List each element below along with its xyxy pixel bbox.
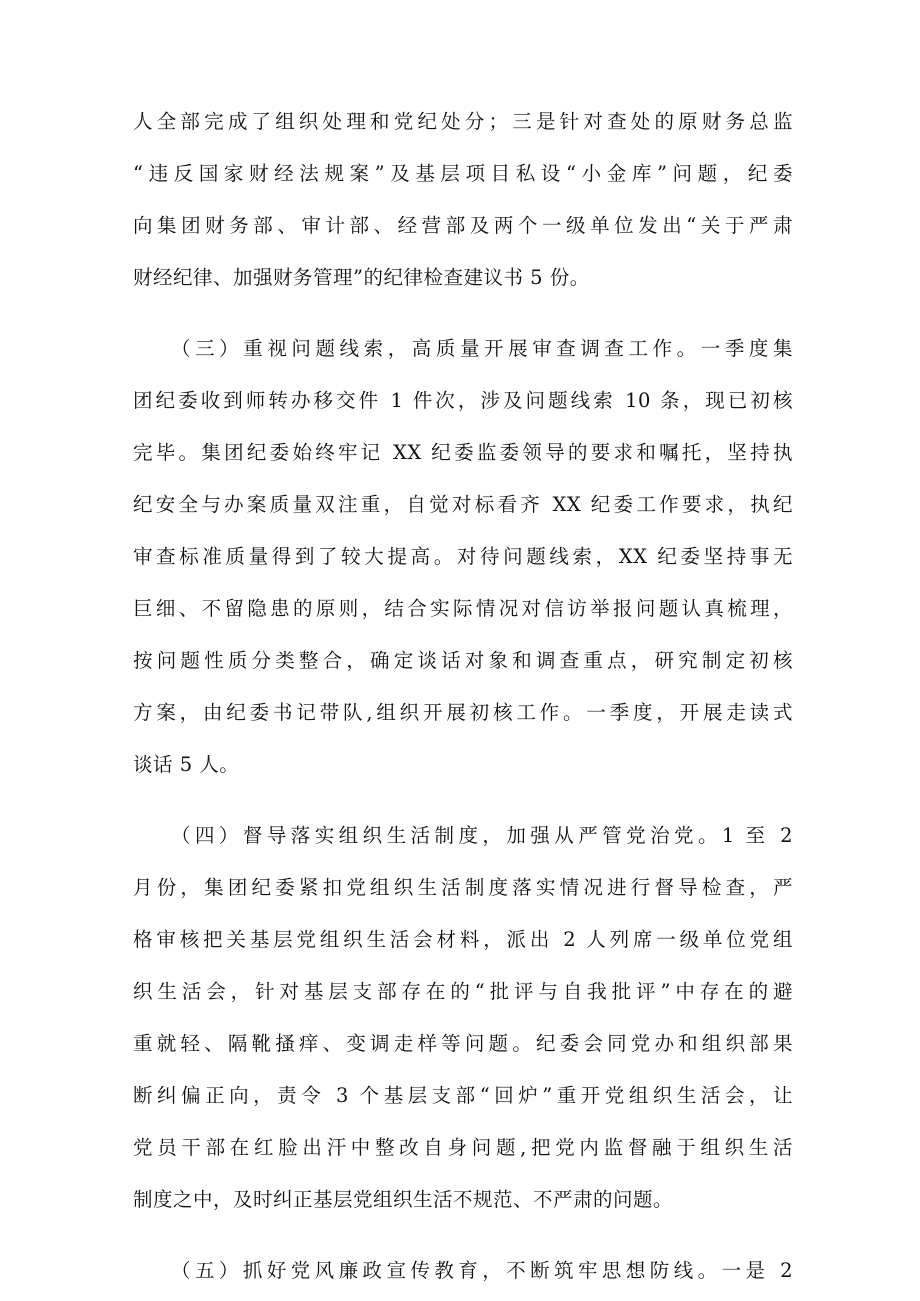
text-line: “违反国家财经法规案”及基层项目私设“小金库”问题，纪委 — [133, 162, 793, 185]
section-heading-line: （五）抓好党风廉政宣传教育，不断筑牢思想防线。一是 2 — [171, 1259, 793, 1282]
text-line: 月份，集团纪委紧扣党组织生活制度落实情况进行督导检查，严 — [133, 876, 793, 899]
text-line: 完毕。集团纪委始终牢记 XX 纪委监委领导的要求和嘱托，坚持执 — [133, 441, 793, 464]
text-line: 按问题性质分类整合，确定谈话对象和调查重点，研究制定初核 — [133, 649, 793, 672]
text-line: 党员干部在红脸出汗中整改自身问题,把党内监督融于组织生活 — [133, 1136, 793, 1159]
text-line: 人全部完成了组织处理和党纪处分；三是针对查处的原财务总监 — [133, 110, 793, 133]
text-line: 格审核把关基层党组织生活会材料，派出 2 人列席一级单位党组 — [133, 928, 793, 951]
text-line: 财经纪律、加强财务管理”的纪律检查建议书 5 份。 — [133, 266, 590, 289]
text-line: 巨细、不留隐患的原则，结合实际情况对信访举报问题认真梳理， — [133, 597, 793, 620]
text-line: 团纪委收到师转办移交件 1 件次，涉及问题线索 10 条，现已初核 — [133, 389, 793, 412]
text-line: 重就轻、隔靴搔痒、变调走样等问题。纪委会同党办和组织部果 — [133, 1032, 793, 1055]
text-line: 向集团财务部、审计部、经营部及两个一级单位发出“关于严肃 — [133, 214, 793, 237]
text-line: 织生活会，针对基层支部存在的“批评与自我批评”中存在的避 — [133, 980, 793, 1003]
text-line: 谈话 5 人。 — [133, 753, 240, 776]
text-line: 制度之中，及时纠正基层党组织生活不规范、不严肃的问题。 — [133, 1188, 674, 1211]
text-line: 断纠偏正向，责令 3 个基层支部“回炉”重开党组织生活会，让 — [133, 1084, 793, 1107]
section-heading-line: （三）重视问题线索，高质量开展审查调查工作。一季度集 — [171, 337, 793, 360]
text-line: 审查标准质量得到了较大提高。对待问题线索，XX 纪委坚持事无 — [133, 545, 793, 568]
text-line: 纪安全与办案质量双注重，自觉对标看齐 XX 纪委工作要求，执纪 — [133, 493, 793, 516]
section-heading-line: （四）督导落实组织生活制度，加强从严管党治党。1 至 2 — [171, 824, 793, 847]
text-line: 方案，由纪委书记带队,组织开展初核工作。一季度，开展走读式 — [133, 701, 793, 724]
